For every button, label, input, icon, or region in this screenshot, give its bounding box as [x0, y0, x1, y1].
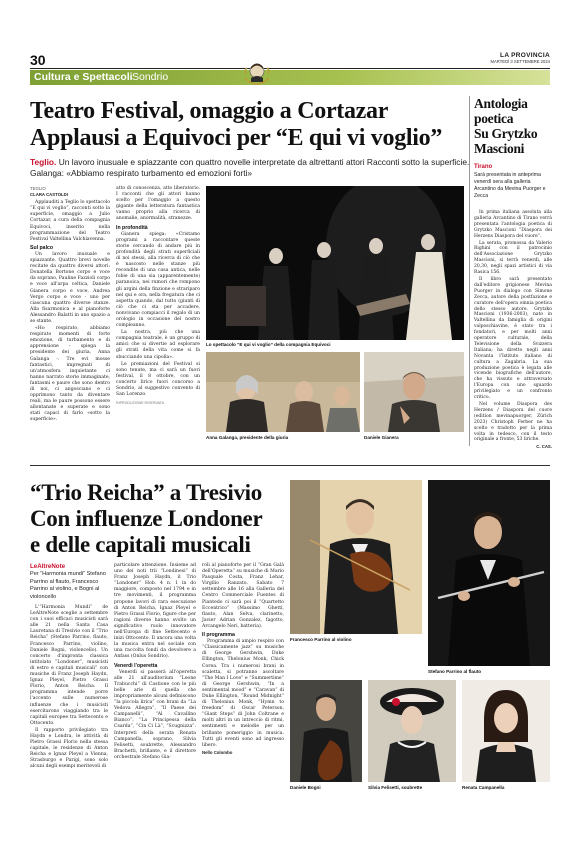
photo-soprano	[462, 680, 550, 782]
article1-headline	[30, 98, 470, 152]
page-number: 30	[30, 52, 46, 68]
masthead	[491, 52, 551, 64]
paragraph: Le premiazioni del Festival si sono tenute, ma ci sarà un fuori festival, il 8 ottobre, con un concerto lirico fuori concorso a Sondrio, al suggestivo convento di San Lorenzo.	[116, 361, 200, 398]
caption-cellist: Daniele Bogni	[290, 785, 321, 790]
subheading: Venerdì l'operetta	[114, 662, 158, 669]
section-banner	[30, 70, 550, 85]
caption-soprano: Renata Campanella	[462, 785, 505, 790]
paragraph: Venerdì si passerà all'operetta alle 21 all'auditorium “Leone Trabucchi” di Castione con le più belle arie di quella che impropriamente alcuni definiscono “la piccola lirica” con brani da “La Vedova Allegra”, “Il Paese dei Campanelli”, “Al Cavallino Bianco”, “La Principessa della Csarda”, “Cin Ci Là”, “Scugnizza”. Interpreti della serata Renata Campanella, soprano, Silvia Felisetti, soubrette, Alessandro Brachetti, brillante, e il direttore orchestrale Stefano Gia-	[114, 669, 196, 760]
caption-anna-galanga: Anna Galanga, presidente della giuria	[206, 435, 289, 440]
paragraph: In prima italiana assoluta alla galleria Arcantino di Tirano verrà presentata l'antologia poetica di Grytzko Mascioni “Diaspora dei Herzens Diaspora del cuore”.	[474, 210, 552, 239]
photo-flutist	[428, 480, 550, 666]
paragraph: Un lavoro inusuale e spiazzante. Quattro brevi novelle recitate da quattro diversi attori: Donatella Bortone corpo e voce da soprano, Pauline Fazzioli corpo e voce all'arpa celtica, Daniele Gianera corpo e voce, Andrea Vergo corpo e voce - uno per ciascuna quattro diverse stanze. Alla fisarmonica e al pianoforte Alessandro Balatti in uno spazio a se stante.	[30, 251, 110, 324]
subheading: Sul palco	[30, 244, 54, 251]
article2-lead: Per “Harmonia mundi” Stefano Parrino al flauto, Francesco Parrino al violino, e Bogni al violoncello	[30, 571, 106, 600]
paragraph: Gianera spiega: «Cristamo programi a raccontare queste storie cercando di andare più in profondità degli strati superficiali di noi stessi, alla ricerca di ciò che è nascosto nelle stanze più recondite di una casa antica, nelle fobie di una sia (apparentemente) paranoica, nei rumori che rompono gli argini della finzione e strariparo nel qui e ora, nella fregatura che ci aspetta quando, dal tutto (giunti di ciò che ci sta per accadere, nonvivano compiacci il regalo di un orologio in occasione del nostro compleanno.	[116, 231, 200, 329]
sidebar-title	[474, 96, 554, 156]
paragraph: Nel volume Diaspora des Herzens / Diaspora del cuore (edition mevinapuorger, Zürich 2023) Christoph Ferber ne ha scelto e tradotto per la prima volta in tedesco, con il testo originale a fronte, 53 liriche.	[474, 402, 552, 443]
article2-headline-line1: “Trio Reicha” a Tresivio	[30, 480, 262, 505]
sidebar-title-line3: Su Grytzko	[474, 126, 538, 141]
top-rule	[30, 68, 550, 69]
photo-soubrette	[368, 680, 456, 782]
paragraph: Programma di ampio respiro con “Classicamente jazz” su musiche di George Gershwin, Duke Ellington, Thelonius Monk, Chick Corea. Tra i numerosi brani in scaletta, si potranno ascoltare “The Man I Love” e “Summertime” di George Gershwin, “In a sentimental mood” e “Caravan” di Duke Ellington, “Round Midnight” di Thelonius Monk, “Hymn to freedom” di Oscar Peterson, “Giant Steps” di John Coltrane e molti altri in un intreccio di ritmi, sentimenti e melodie per un brillante pomeriggio in musica. Tutti gli eventi sono ad ingresso libero.	[202, 639, 284, 748]
article1-column-1	[30, 186, 110, 425]
section-title: Cultura e Spettacoli	[34, 71, 133, 83]
photo-theatre-stage	[206, 186, 464, 340]
caption-violinist: Francesco Parrino al violino	[290, 637, 352, 642]
paragraph: roli al pianoforte per il “Gran Galà dell'Operetta” su musiche di Mario Pasquale Costa, Franz Lehar, Virgilio Ranzato. Sabato 7 settembre alle 16 alla Galleria del Centro Commerciale Fuentes di Piantedo ci sarà poi il “Quartetto Eccentrico” (Massimo Ghetti, flauto, Alan Selva, clarinetto, Javier Adrian Gonzalez, fagotto, Arcangelo Neri, batteria).	[202, 563, 284, 629]
photo-daniele-gianera	[364, 352, 464, 432]
article2-headline-line3: e delle capitali musicali	[30, 532, 251, 557]
issue-date: MARTEDÌ 3 SETTEMBRE 2024	[490, 59, 550, 64]
section-logo	[242, 60, 272, 88]
paragraph: particolare attenzione. Insieme ad uno dei noti trii “Londinesi” di Franz Joseph Haydn, il Trio “Londoner” Hob. 4 n. 1 in do maggiore, composto nel 1794 e in tre movimenti, il programma propone lavori di rara esecuzione di Anton Reicha, Ignaz Pleyel e Pietro Grassi Florio, figure che per ragioni diverse hanno svolto un significativo ruolo innovatore nell'Europa di fine Settecento e inizi Ottocento. Il ancora una volta la musica entra nel sociale con una raccolta fondi da devolvere a Anfass (Onlus Sondrio).	[114, 563, 196, 660]
sidebar-place: Tirano	[474, 164, 493, 170]
sidebar-divider	[469, 96, 470, 446]
sidebar-lead: Sarà presentata in anteprima venerdì sera alla galleria Arcantino da Mevina Puorger e Zecca	[474, 172, 546, 199]
caption-theatre: Lo spettacolo “E qui vi voglio” della compagnia Equivoci	[206, 342, 331, 347]
paragraph: «Ho respirato, abbiamo respirato momenti di forte emozione, di turbamento e di apprensione – spiega la presidente dei giuria, Anna Galanga -. Tre evi mosse fantastici, impregnati di un'atmosfera inquietante ci hanno narrato storie immaginate, fantasmi e paure che sono dentro di noi, ci angosciano e ci opprimono tanto da diventare reali, ma le paure possono essere allontanate e superate e sono stati capaci di farlo «sotto la superficie».	[30, 326, 110, 423]
article-separator	[30, 465, 550, 466]
article1-lead	[30, 157, 470, 179]
paragraph: La nostra, più che una compagnia teatrale, è un gruppo di amici che si divertie ad esplorare gli strati della vita come si fa sbucciando una cipolla».	[116, 330, 200, 360]
sidebar-title-line2: poetica	[474, 111, 514, 126]
sidebar-title-line1: Antologia	[474, 96, 528, 111]
article2-headline-line2: Con influenze Londoner	[30, 506, 263, 531]
article1-dateline: TEGLIO	[30, 186, 46, 191]
article1-column-2	[116, 186, 200, 406]
caption-soubrette: Silvia Felisetti, soubrette	[368, 785, 423, 790]
subheading: Il programma	[202, 632, 235, 639]
paper-name: LA PROVINCIA	[500, 52, 550, 59]
photo-anna-galanga	[206, 352, 360, 432]
article1-lead-place: Teglio.	[30, 157, 57, 167]
paragraph: La serata, promossa da Valerio Righini con il patrocinio dell'Associazione Grytzko Mascioni, si terrà venerdì, alle 20,30, negli spazi artistici di via Rasica 156.	[474, 240, 552, 276]
caption-daniele-gianera: Daniele Gianera	[364, 435, 399, 440]
article1-author: CLARA CASTOLDI	[30, 192, 68, 198]
photo-credit: RIPRODUZIONE RISERVATA	[116, 401, 165, 406]
article1-headline-line1: Teatro Festival, omaggio a Cortazar	[30, 98, 389, 124]
article2-column-3	[202, 563, 284, 756]
article2-column-2	[114, 563, 196, 762]
article2-signature: Nello Colombo	[202, 749, 233, 755]
sidebar-body	[474, 210, 552, 450]
paragraph: Applauditi a Teglio lo spettacolo “E qui vi voglio”, racconti sotto la superficie, omaggio a Julio Cortazar, a cura della compagnia Equivoci, inserito nella programmazione del Teatro Festival Valtellina Valchiavenna.	[30, 200, 110, 242]
paragraph: atto di conoscenza, atto liberatorio. I racconti che gli attori hanno scelto per l'omaggio a questo gigante della letteratura fantastica vanno proprio alla ricerca di anomalie, anormalità, stranezze.	[116, 186, 200, 222]
caption-flutist: Stefano Parrino al flauto	[428, 669, 482, 674]
paragraph: L'“Harmonia Mundi” de LeAltreNote sceglie a settembre con i suoi efficaci musicisti sarà alle 21 nella Santa Casa Lauretana di Tresivio con il “Trio Reicha” (Stefano Parrino, flauto, Francesco Parrino, violino, Daniele Bogni, violoncello). Un concerto d'impronta classica intitolato “Londoner”, musicisti di estro e capitali musicali” con musiche di Franz Joseph Haydn, Ignaz Pleyel, Pietro Grassi Florio, Anton Reicha. Il programma intende porre l'accento sulle numerose influenze che i musicisti esercitarono viaggiando tra le capitali europee tra Settecento e Ottocento.	[30, 605, 108, 726]
subheading: In profondità	[116, 224, 148, 231]
article1-headline-line2: Applausi a Equivoci per “E qui vi voglio”	[30, 125, 443, 151]
article2-column-1	[30, 605, 108, 772]
paragraph: Il libro sarà presentato dall'editore grigionese Mevina Puorger in dialogo con Simone Zecca, autore della postfazione e curatore dell'opera omnia poetica dello stesso autore. Grytzko Mascioni (1936-2003), nato in Valtellina da famiglia di origini valposchiavine, è stato tra i fondatori, e per molti anni operatore culturale, della Televisione della Svizzera Italiana; ha diretto negli anni Novanta l'Istituto italiano di cultura a Zagabria. La sua produzione poetica è legata alle vicende biografiche dell'autore, che ha vissuto e attraversato l'Europa con uno sguardo privilegiato e un confronto critico.	[474, 276, 552, 401]
sidebar-signature: C. CAS.	[536, 444, 552, 450]
sidebar-title-line4: Mascioni	[474, 141, 525, 156]
section-subtitle: Sondrio	[132, 71, 169, 83]
paragraph: Il rapporto privilegiato tra Haydn e Londra, le attività di Pietro Grassi Florio nella stessa capitale, le residenze di Anton Reicha e Ignaz Pleyel a Vienna, Strasburgo e Parigi, sono solo alcuni degli esempi meritevoli di	[30, 727, 108, 770]
photo-violinist	[290, 480, 422, 634]
article2-kicker: LeAltreNote	[30, 563, 66, 570]
article2-headline	[30, 480, 300, 558]
article1-lead-text: Un lavoro inusuale e spiazzante con quattro novelle interpretate da altrettanti attori Racconti sotto la superficie. Galanga: «Abbiamo respirato turbamento ed emozioni forti»	[30, 157, 470, 178]
photo-cellist	[290, 680, 362, 782]
